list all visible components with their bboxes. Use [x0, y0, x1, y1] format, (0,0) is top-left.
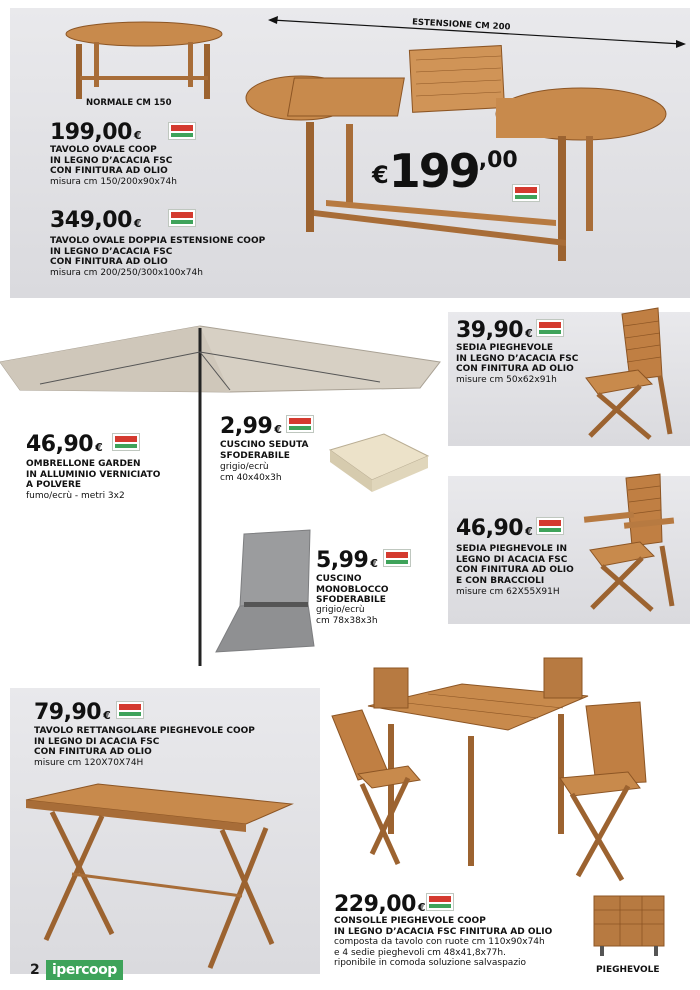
desc-armchair: SEDIA PIEGHEVOLE IN LEGNO DI ACACIA FSC CON FINITURA AD OLIO E CON BRACCIOLI	[456, 544, 574, 586]
size-umbrella: fumo/ecrù - metri 3x2	[26, 491, 125, 501]
desc-cushion-monoblock: CUSCINO MONOBLOCCO SFODERABILE	[316, 574, 389, 605]
oval-table-small-image	[64, 16, 224, 108]
price-armchair: 46,90 €	[456, 516, 533, 541]
desc-oval-table-double: TAVOLO OVALE DOPPIA ESTENSIONE COOP IN LEGNO D’ACACIA FSC CON FINITURA AD OLIO	[50, 236, 266, 267]
extension-label: ESTENSIONE CM 200	[411, 17, 511, 33]
folded-label: PIEGHEVOLE	[596, 965, 660, 975]
coop-card-icon	[116, 701, 144, 719]
cushion-seat-image	[322, 430, 432, 500]
coop-card-icon	[286, 415, 314, 433]
coop-card-icon	[168, 209, 196, 227]
coop-card-icon	[536, 517, 564, 535]
big-price-integer: 199	[388, 144, 479, 198]
coop-card-icon	[426, 893, 454, 911]
desc-cushion-seat: CUSCINO SEDUTA SFODERABILE	[220, 440, 309, 461]
price-chair: 39,90 €	[456, 318, 533, 343]
size-oval-table: misura cm 150/200x90x74h	[50, 177, 177, 187]
page-number: 2	[30, 962, 40, 978]
brand-name: ipercoop	[52, 962, 117, 978]
price-oval-table: 199,00 €	[50, 120, 142, 145]
folding-armchair-image	[580, 472, 680, 617]
coop-card-icon	[536, 319, 564, 337]
cushion-monoblock-image	[210, 528, 320, 660]
size-armchair: misure cm 62X55X91H	[456, 587, 560, 597]
desc-consolle: CONSOLLE PIEGHEVOLE COOP IN LEGNO D’ACACIA FSC FINITURA AD OLIO	[334, 916, 553, 937]
size-cushion-seat: grigio/ecrù cm 40x40x3h	[220, 462, 282, 483]
big-price-decimals: ,00	[478, 148, 518, 173]
desc-rect-table: TAVOLO RETTANGOLARE PIEGHEVOLE COOP IN LEGNO DI ACACIA FSC CON FINITURA AD OLIO	[34, 726, 255, 757]
normal-size-label: NORMALE CM 150	[86, 98, 172, 108]
ipercoop-logo	[46, 960, 123, 980]
desc-umbrella: OMBRELLONE GARDEN IN ALLUMINIO VERNICIATO A POLVERE	[26, 459, 161, 490]
size-rect-table: misure cm 120X70X74H	[34, 758, 144, 768]
price-rect-table: 79,90 €	[34, 700, 111, 725]
size-consolle: composta da tavolo con ruote cm 110x90x74h e 4 sedie pieghevoli cm 48x41,8x77h. riponibile in comoda soluzione salvaspazio	[334, 937, 545, 968]
price-umbrella: 46,90 €	[26, 432, 103, 457]
size-chair: misure cm 50x62x91h	[456, 375, 557, 385]
price-cushion-monoblock: 5,99 €	[316, 548, 378, 573]
size-cushion-monoblock: grigio/ecrù cm 78x38x3h	[316, 605, 378, 626]
size-oval-table-double: misura cm 200/250/300x100x74h	[50, 268, 203, 278]
price-cushion-seat: 2,99 €	[220, 414, 282, 439]
rect-table-image	[22, 784, 302, 974]
coop-card-icon	[512, 184, 540, 202]
desc-oval-table: TAVOLO OVALE COOP IN LEGNO D’ACACIA FSC CON FINITURA AD OLIO	[50, 145, 173, 176]
desc-chair: SEDIA PIEGHEVOLE IN LEGNO D’ACACIA FSC CON FINITURA AD OLIO	[456, 343, 579, 374]
price-consolle: 229,00 €	[334, 892, 426, 917]
coop-card-icon	[168, 122, 196, 140]
folding-chair-image	[580, 306, 680, 446]
coop-card-icon	[383, 549, 411, 567]
price-oval-table-double: 349,00 €	[50, 208, 142, 233]
folded-consolle-image	[590, 890, 676, 960]
coop-card-icon	[112, 433, 140, 451]
big-price: $€199^{,00}$	[372, 144, 518, 198]
consolle-set-image	[328, 654, 690, 884]
